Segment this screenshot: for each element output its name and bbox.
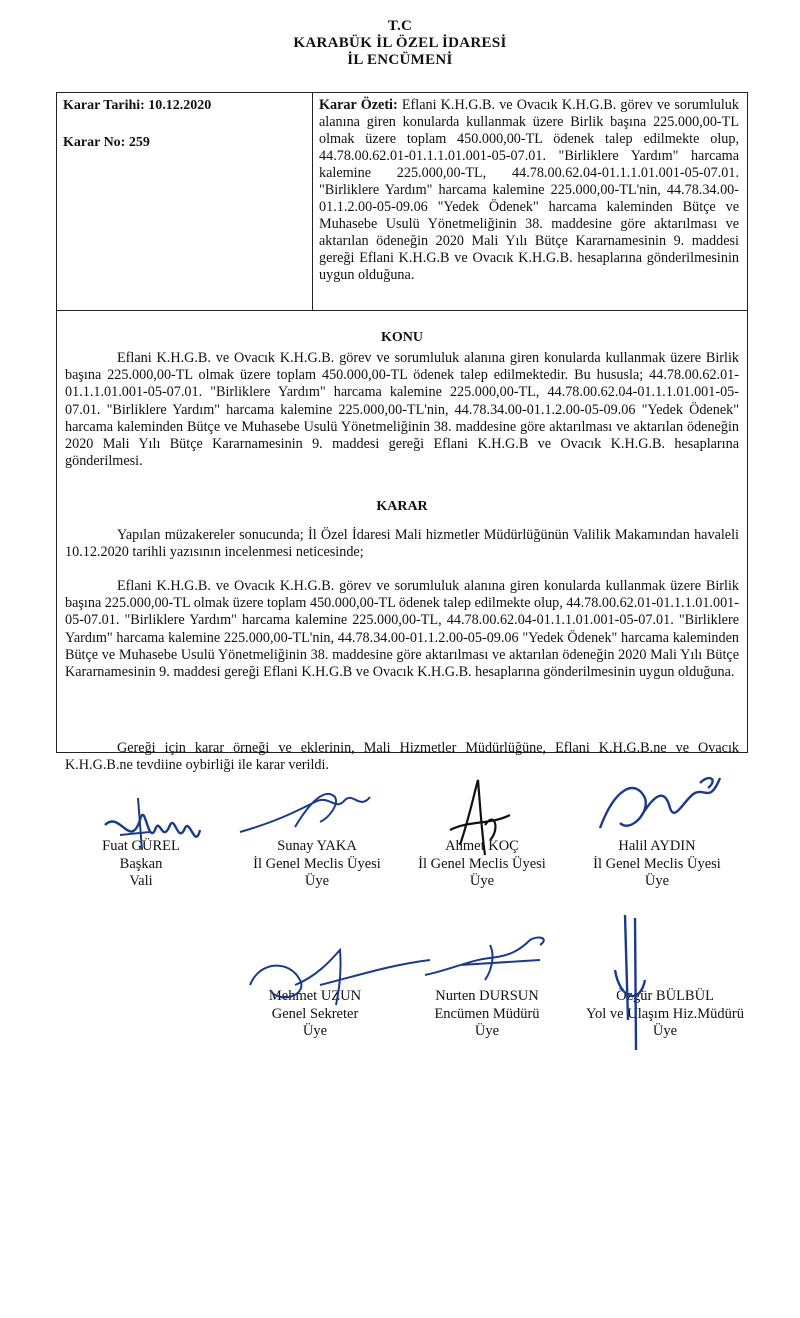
summary-label: Karar Özeti:	[319, 97, 398, 113]
handwritten-signature	[440, 775, 520, 865]
handwritten-signature	[590, 768, 730, 848]
summary-text: Eflani K.H.G.B. ve Ovacık K.H.G.B. görev ve sorumluluk alanına giren konularda kullanmak üzere Birlik başına 225.000,00-TL olmak üzere toplam 450.000,00-TL ödenek talep edilmekte olup, 44.78.00.62.01-01.1.1.01.001-05-07.01. "Birliklere Yardım" harcama kalemine 225.000,00-TL, 44.78.00.62.04-01.1.1.01.001-05-07.01. "Birliklere Yardım" harcama kalemine 225.000,00-TL'nin, 44.78.34.00-01.1.2.00-05-09.06 "Yedek Ödenek" harcama kaleminden Bütçe ve Muhasebe Usulü Yönetmeliğinin 38. maddesine göre aktarılması ve aktarılan ödeneğin 2020 Mali Yılı Bütçe Kararnamesinin 9. maddesi gereği Eflani K.H.G.B ve Ovacık K.H.G.B. hesaplarına gönderilmesinin uygun olduğuna.	[319, 97, 739, 283]
decision-number: Karar No: 259	[63, 135, 150, 150]
signatory-name: Mehmet UZUN	[268, 988, 362, 1004]
header-institution: KARABÜK İL ÖZEL İDARESİ	[293, 35, 507, 51]
row-divider	[57, 310, 747, 311]
karar-paragraph-1: Yapılan müzakereler sonucunda; İl Özel İdaresi Mali hizmetler Müdürlüğünün Valilik Makamından havaleli 10.12.2020 tarihli yazısının incelenmesi neticesinde;	[65, 527, 739, 561]
decision-box	[56, 92, 748, 774]
karar-paragraph-3: Gereği için karar örneği ve eklerinin, Mali Hizmetler Müdürlüğüne, Eflani K.H.G.B.ne ve Ovacık K.H.G.B.ne tevdiine oybirliği ile karar verildi.	[65, 740, 739, 774]
handwritten-signature	[600, 910, 660, 1060]
signatory-role: Üye	[644, 873, 670, 889]
handwritten-signature	[100, 790, 210, 860]
signatory-role: Üye	[302, 1023, 328, 1039]
header-council: İL ENCÜMENİ	[347, 52, 453, 68]
konu-text: Eflani K.H.G.B. ve Ovacık K.H.G.B. görev ve sorumluluk alanına giren konularda kullanmak üzere Birlik başına 225.000,00-TL olmak üzere toplam 450.000,00-TL ödenek talep edilmektedir. Bu hususla; 44.78.00.62.01-01.1.1.01.001-05-07.01. "Birliklere Yardım" harcama kalemine 225.000,00-TL, 44.78.00.62.04-01.1.1.01.001-05-07.01. "Birliklere Yardım" harcama kalemine 225.000,00-TL'nin, 44.78.34.00-01.1.2.00-05-09.06 "Yedek Ödenek" harcama kaleminden Bütçe ve Muhasebe Usulü Yönetmeliğinin 38. maddesine göre aktarılması ve aktarılan ödeneğin 2020 Mali Yılı Bütçe Kararnamesinin 9. maddesi gereği Eflani K.H.G.B ve Ovacık K.H.G.B. hesaplarına gönderilmesi.	[65, 350, 739, 470]
signatory-title: Yol ve Ulaşım Hiz.Müdürü	[585, 1005, 745, 1022]
signatory-title: Başkan	[119, 855, 163, 872]
handwritten-signature	[235, 782, 385, 842]
signatory-title: Encümen Müdürü	[434, 1005, 540, 1022]
signatory-title: İl Genel Meclis Üyesi	[253, 855, 381, 872]
signatory-title: İl Genel Meclis Üyesi	[418, 855, 546, 872]
signatory-title: İl Genel Meclis Üyesi	[593, 855, 721, 872]
karar-paragraph-2: Eflani K.H.G.B. ve Ovacık K.H.G.B. görev ve sorumluluk alanına giren konularda kullanmak üzere Birlik başına 225.000,00-TL olmak üzere toplam 450.000,00-TL ödenek talep edilmekte olup, 44.78.00.62.01-01.1.1.01.001-05-07.01. "Birliklere Yardım" harcama kalemine 225.000,00-TL, 44.78.00.62.04-01.1.1.01.001-05-07.01. "Birliklere Yardım" harcama kalemine 225.000,00-TL'nin, 44.78.34.00-01.1.2.00-05-09.06 "Yedek Ödenek" harcama kaleminden Bütçe ve Muhasebe Usulü Yönetmeliğinin 38. maddesine göre aktarılması ve aktarılan ödeneğin 2020 Mali Yılı Bütçe Kararnamesinin 9. maddesi gereği Eflani K.H.G.B ve Ovacık K.H.G.B. hesaplarına gönderilmesinin uygun olduğuna.	[65, 578, 739, 681]
handwritten-signature	[420, 930, 560, 990]
signatory-2	[222, 838, 412, 891]
signatory-role: Üye	[304, 873, 330, 889]
decision-date: Karar Tarihi: 10.12.2020	[63, 98, 212, 113]
decision-summary	[319, 97, 739, 284]
signatory-role: Üye	[469, 873, 495, 889]
handwritten-signature	[240, 945, 440, 1015]
signatory-name: Özgür BÜLBÜL	[616, 988, 714, 1004]
signatory-role: Vali	[129, 873, 153, 889]
signatory-name: Fuat GÜREL	[102, 838, 180, 854]
column-divider	[312, 93, 313, 310]
signatory-role: Üye	[652, 1023, 678, 1039]
konu-title: KONU	[381, 330, 423, 345]
signatory-name: Halil AYDIN	[618, 838, 696, 854]
header-tc: T.C	[387, 18, 413, 34]
signatory-role: Üye	[474, 1023, 500, 1039]
signatory-name: Ahmet KOÇ	[445, 838, 519, 854]
signatory-7	[560, 988, 770, 1041]
karar-title: KARAR	[376, 499, 428, 514]
signatory-name: Sunay YAKA	[277, 838, 357, 854]
signatory-title: Genel Sekreter	[271, 1005, 359, 1022]
signatory-name: Nurten DURSUN	[435, 988, 539, 1004]
